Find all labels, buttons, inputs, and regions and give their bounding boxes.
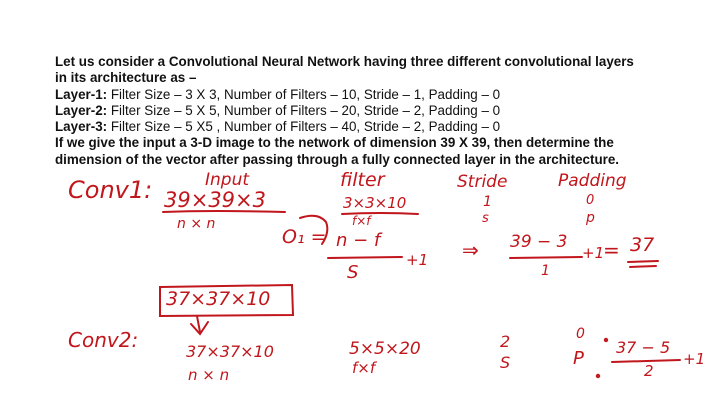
formula-fraction-bar: [328, 257, 402, 258]
calc-equals: =: [603, 238, 620, 262]
calc-result: 37: [630, 234, 655, 256]
formula-lhs: O₁ =: [282, 226, 327, 248]
result-underline-2: [630, 266, 656, 267]
input-value: 39×39×3: [164, 188, 266, 212]
formula-numerator: n − f: [336, 230, 381, 251]
c2-calc-denominator: 2: [644, 362, 654, 380]
conv1-label: Conv1:: [68, 176, 153, 204]
c2-input-sub: n × n: [188, 366, 230, 384]
calc-fraction-bar: [510, 257, 582, 258]
c2-padding: 0: [576, 326, 585, 342]
c2-input: 37×37×10: [186, 342, 274, 361]
ink-dot: [605, 339, 607, 341]
layer-2-label: Layer-2:: [55, 102, 108, 118]
filter-label: filter: [340, 169, 385, 191]
c2-stride: 2: [500, 332, 511, 351]
task-line-2: dimension of the vector after passing through a fully connected layer in the architecture.: [55, 151, 620, 167]
task-line-1: If we give the input a 3-D image to the network of dimension 39 X 39, then determine the: [55, 135, 614, 151]
c2-calc-plus-one: +1: [683, 350, 706, 368]
c2-stride-sub: S: [500, 353, 511, 372]
layer-3-spec: Filter Size – 5 X5 , Number of Filters – 40, Stride – 2, Padding – 0: [107, 119, 501, 135]
formula-plus-one: +1: [406, 251, 429, 269]
result-underline-1: [628, 261, 658, 262]
stride-sub: s: [482, 211, 489, 226]
c2-filter: 5×5×20: [349, 339, 421, 359]
implies-arrow: ⇒: [462, 238, 479, 262]
calc-denominator: 1: [541, 263, 550, 279]
c2-filter-sub: f×f: [352, 359, 376, 377]
intro-line-2: in its architecture as –: [55, 70, 197, 86]
input-sub: n × n: [177, 216, 216, 232]
filter-sub: f×f: [352, 214, 371, 228]
conv2-label: Conv2:: [68, 328, 139, 352]
formula-denominator: S: [347, 262, 359, 283]
ink-dot-2: [597, 375, 599, 377]
c2-calc-numerator: 37 − 5: [616, 338, 671, 357]
layer-3-label: Layer-3:: [55, 119, 108, 135]
layer-2-spec: Filter Size – 5 X 5, Number of Filters – 20, Stride – 2, Padding – 0: [107, 102, 501, 118]
filter-value: 3×3×10: [343, 194, 407, 212]
padding-sub: p: [586, 210, 595, 226]
padding-value: 0: [586, 193, 595, 208]
layer-1-label: Layer-1:: [55, 86, 108, 102]
intro-line-1: Let us consider a Convolutional Neural Network having three different convolutional layers: [55, 54, 634, 69]
c2-padding-sub: P: [573, 348, 584, 369]
input-label: Input: [205, 170, 250, 190]
calc-numerator: 39 − 3: [510, 232, 568, 252]
stride-value: 1: [483, 194, 492, 210]
padding-label: Padding: [558, 171, 627, 191]
stride-label: Stride: [457, 172, 508, 192]
output-boxed-value: 37×37×10: [166, 288, 271, 310]
down-arrow-shaft: [197, 316, 200, 332]
layer-1-spec: Filter Size – 3 X 3, Number of Filters – 10, Stride – 1, Padding – 0: [107, 86, 501, 102]
calc-plus-one: +1: [582, 244, 605, 262]
